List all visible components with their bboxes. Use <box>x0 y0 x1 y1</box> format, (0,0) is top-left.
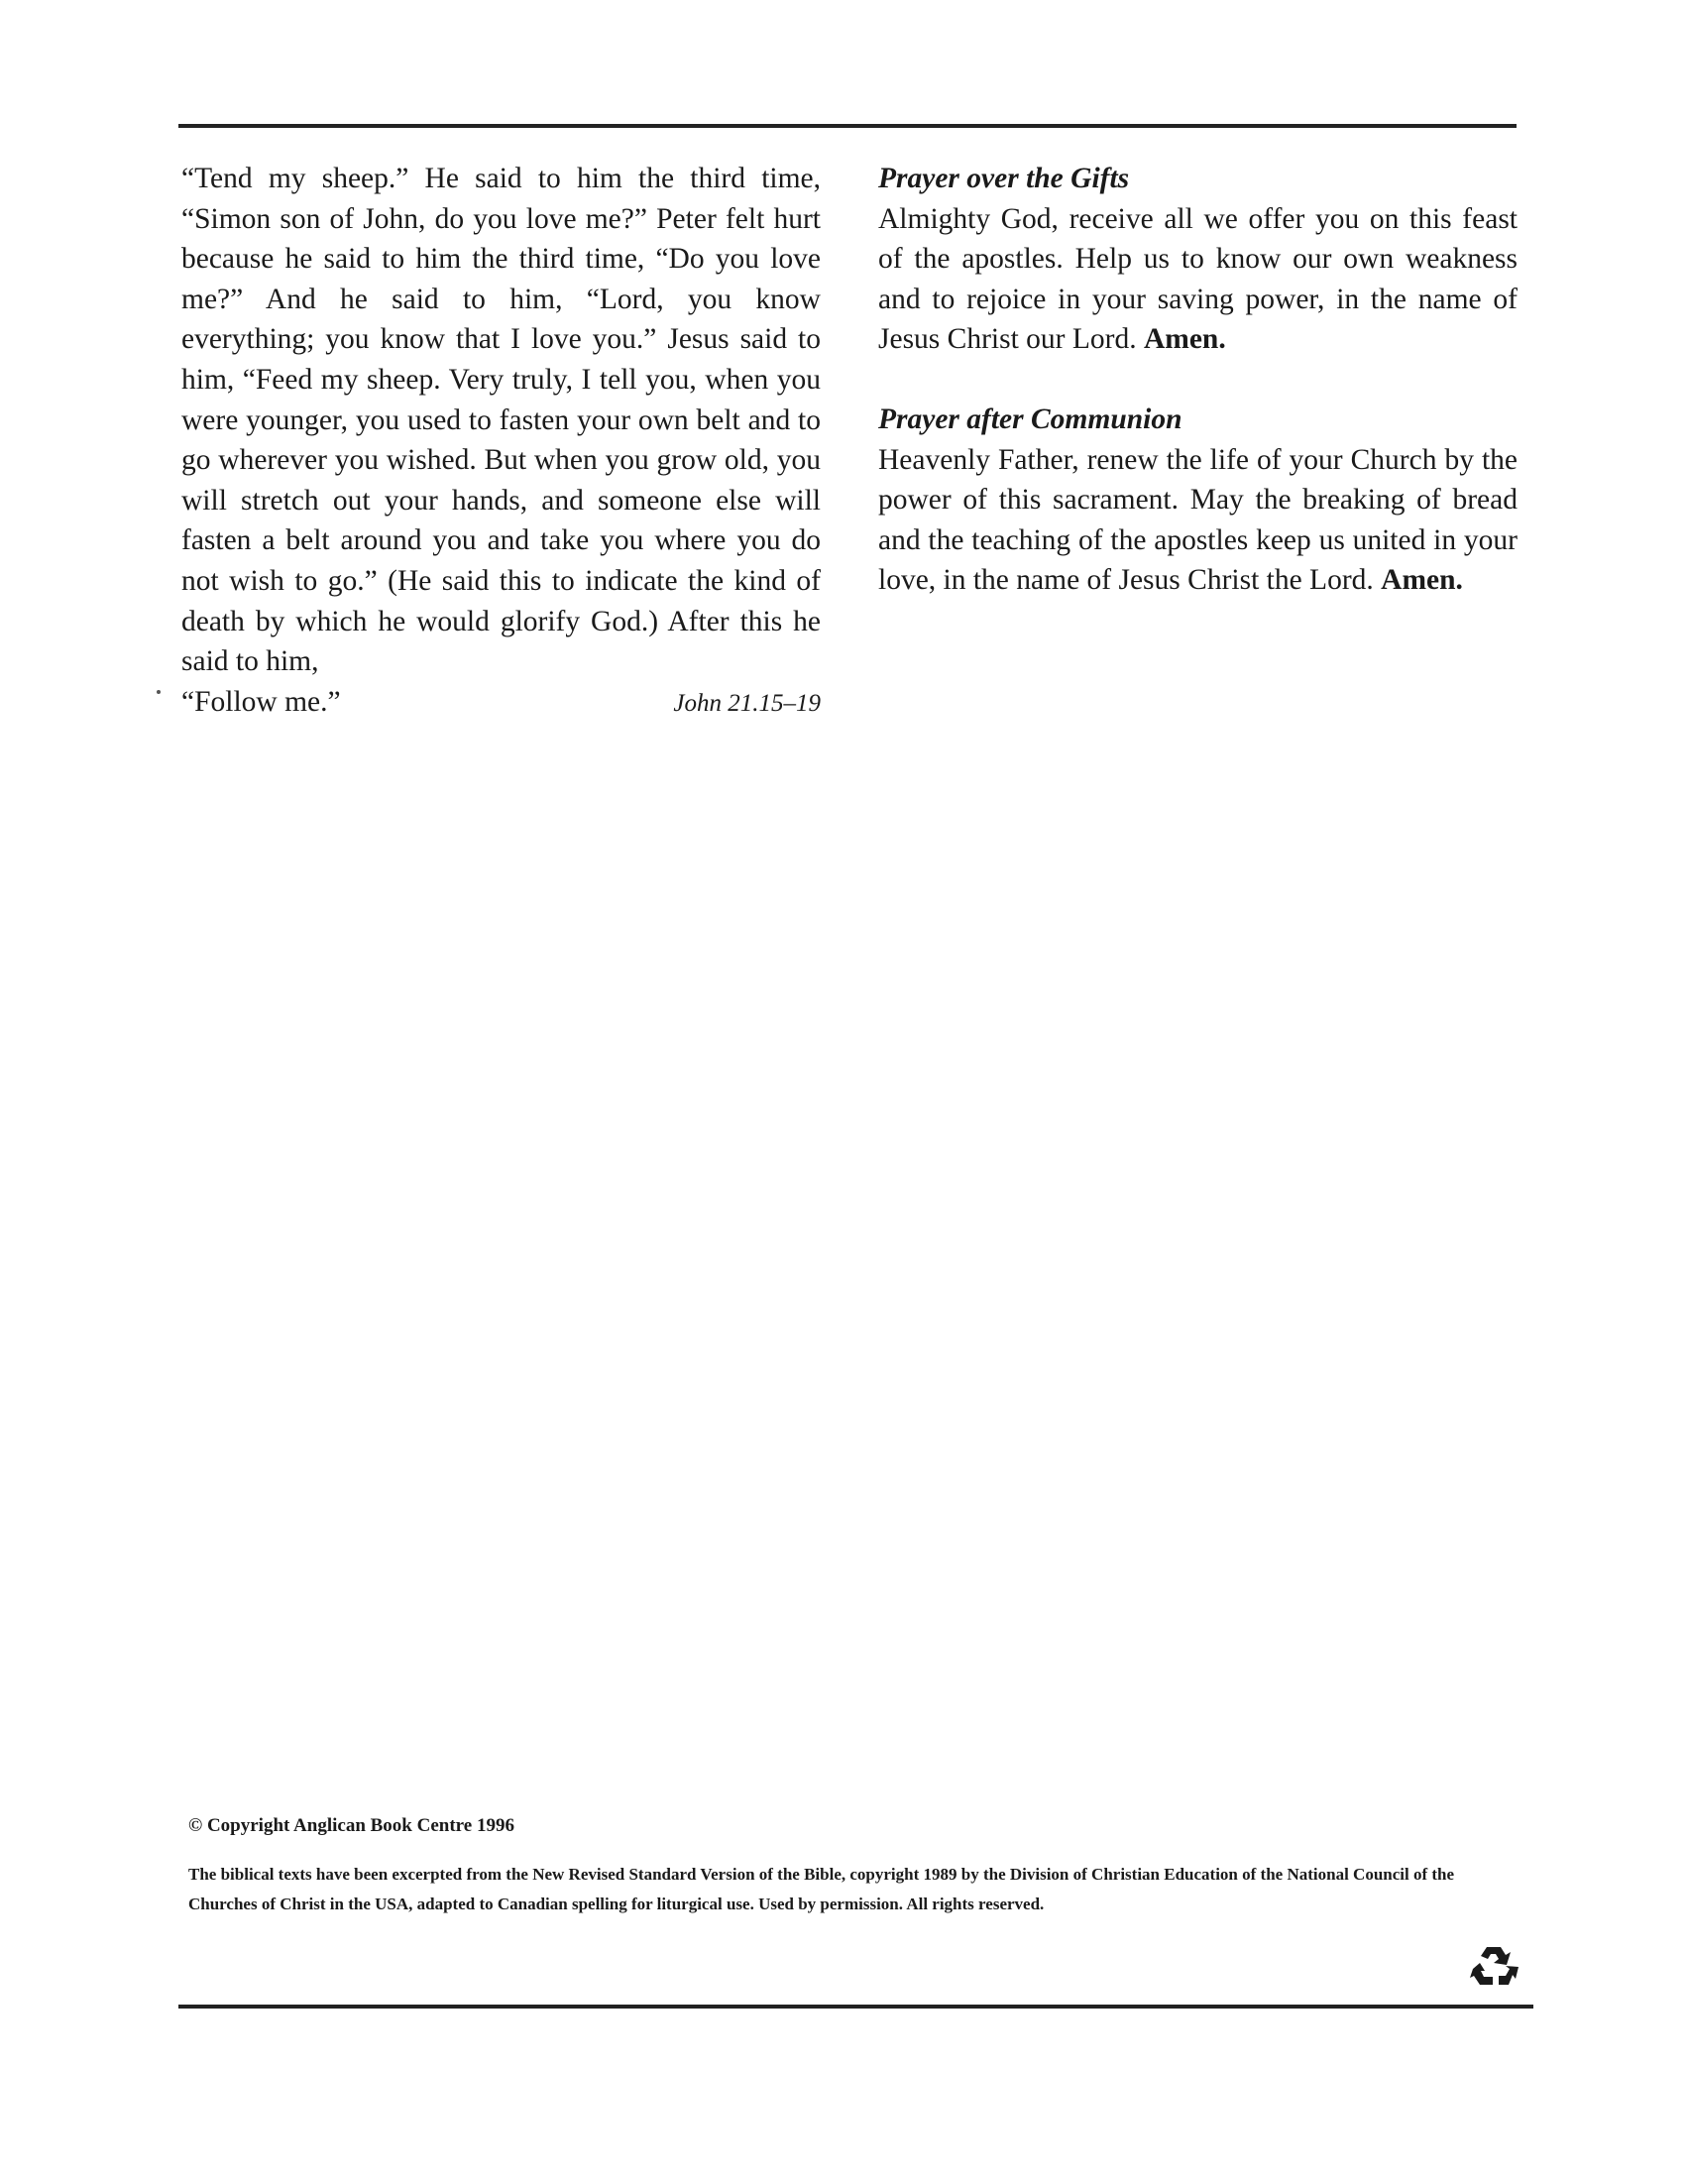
prayer-communion-amen: Amen. <box>1381 564 1463 597</box>
prayers-column <box>878 159 1518 640</box>
reading-last-line <box>181 682 821 725</box>
copyright-notice: © Copyright Anglican Book Centre 1996 <box>188 1815 514 1836</box>
reading-column <box>181 159 821 724</box>
prayer-gifts-text: Almighty God, receive all we offer you on this feast of the apostles. Help us to know our own weakness and to rejoice in your saving power, in the name of Jesus Christ our Lord. <box>878 202 1518 356</box>
reading-last-words: “Follow me.” <box>181 685 341 718</box>
stray-mark <box>157 690 161 694</box>
prayer-over-gifts <box>878 159 1518 360</box>
prayer-communion-text: Heavenly Father, renew the life of your Church by the power of this sacrament. May the breaking of bread and the teaching of the apostles keep us united in your love, in the name of Jesus Christ the Lord. <box>878 443 1518 597</box>
recycle-icon <box>1469 1943 1520 1989</box>
prayer-gifts-amen: Amen. <box>1143 323 1226 356</box>
reading-text: “Tend my sheep.” He said to him the third time, “Simon son of John, do you love me?” Peter felt hurt because he said to him the third time, “Do you love me?” And he said to him, “Lord, you know everything; you know that I love you.” Jesus said to him, “Feed my sheep. Very truly, I tell you, when you were younger, you used to fasten your own belt and to go wherever you wished. But when you grow old, you will stretch out your hands, and someone else will fasten a belt around you and take you where you do not wish to go.” (He said this to indicate the kind of death by which he would glorify God.) After this he said to him, <box>181 163 821 678</box>
top-rule <box>178 124 1517 128</box>
prayer-after-communion <box>878 400 1518 601</box>
prayer-gifts-heading: Prayer over the Gifts <box>878 163 1130 194</box>
prayer-communion-body <box>878 440 1518 601</box>
scripture-citation: John 21.15–19 <box>673 689 821 717</box>
prayer-gifts-body <box>878 199 1518 360</box>
bottom-rule <box>178 2005 1533 2009</box>
prayer-communion-heading: Prayer after Communion <box>878 402 1182 435</box>
permission-notice: The biblical texts have been excerpted from the New Revised Standard Version of the Bible, copyright 1989 by the Division of Christian Education of the National Council of the Churches of Christ in the USA, adapted to Canadian spelling for liturgical use. Used by permission. All rights reserved. <box>188 1865 1455 1913</box>
